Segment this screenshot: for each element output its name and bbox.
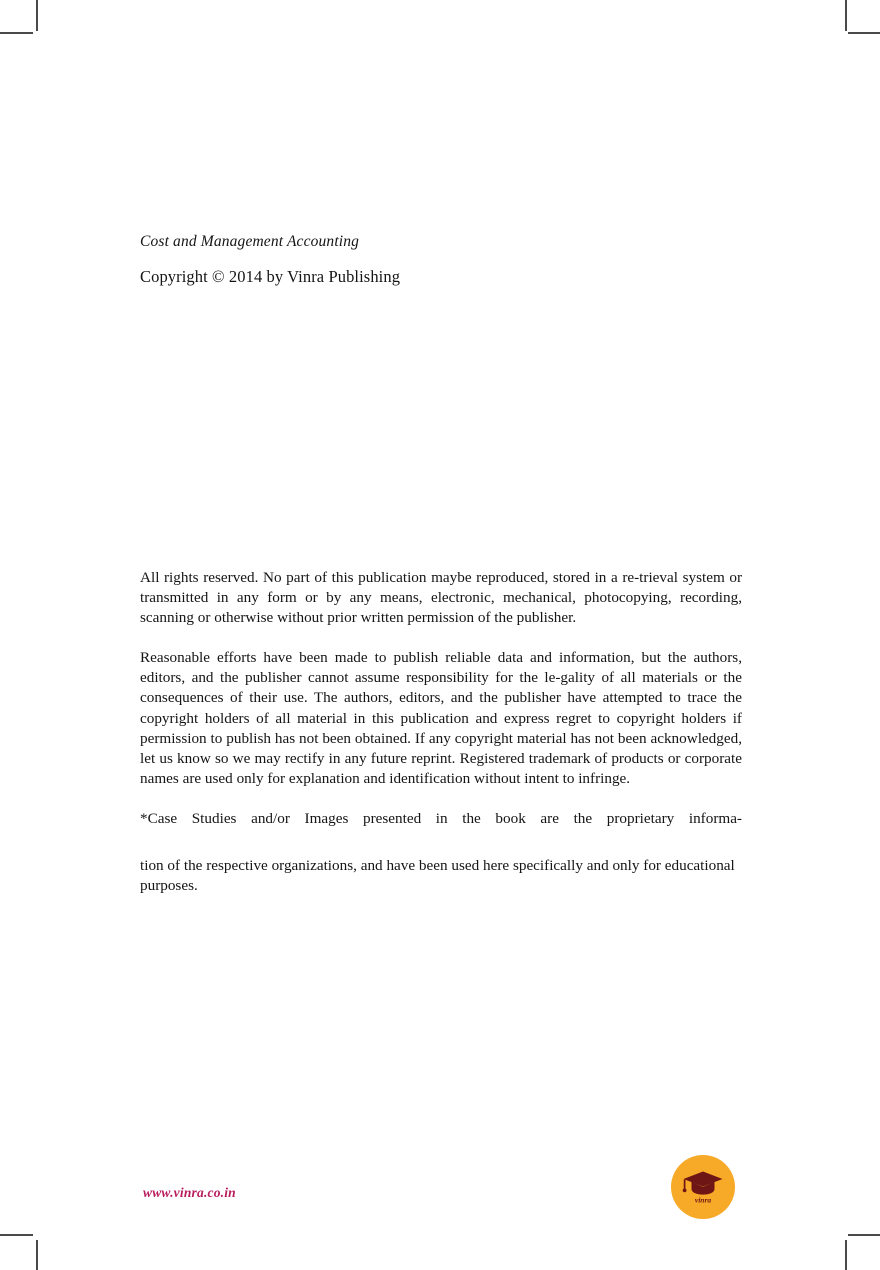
crop-mark-bottom-right-horizontal	[848, 1234, 880, 1236]
all-rights-reserved-paragraph: All rights reserved. No part of this publication maybe reproduced, stored in a re‐trieval system or transmitted in any form or by any means, electronic, mechanical, photocopying, recording, scanning or otherwise without prior written permission of the publisher.	[140, 569, 742, 627]
crop-mark-bottom-left-horizontal	[0, 1234, 33, 1236]
crop-mark-bottom-left-vertical	[36, 1240, 38, 1270]
crop-mark-top-right-horizontal	[848, 32, 880, 34]
legal-notices	[140, 568, 742, 896]
page-content	[140, 0, 740, 1270]
copyright-statement: Copyright © 2014 by Vinra Publishing	[140, 267, 401, 286]
book-title: Cost and Management Accounting	[140, 233, 360, 250]
crop-mark-top-left-vertical	[36, 0, 38, 31]
case-studies-note-remainder: tion of the respective organizations, and have been used here specifically and only for educational purposes.	[140, 857, 735, 895]
crop-mark-top-right-vertical	[845, 0, 847, 31]
case-studies-note	[140, 809, 742, 896]
publisher-logo	[671, 1155, 735, 1219]
publisher-website-url[interactable]: www.vinra.co.in	[143, 1185, 236, 1200]
case-studies-note-first-line: *Case Studies and/or Images presented in the book are the proprietary informa-	[140, 809, 742, 827]
logo-wordmark	[695, 1196, 712, 1205]
crop-mark-top-left-horizontal	[0, 32, 33, 34]
svg-text:vinra: vinra	[694, 1195, 712, 1205]
graduation-cap-icon	[683, 1172, 723, 1195]
disclaimer-paragraph: Reasonable efforts have been made to publish reliable data and information, but the authors, editors, and the publisher cannot assume responsibility for the le‐gality of all materials or the consequences of their use. The authors, editors, and the publisher have attempted to trace the copyright holders of all material in this publication and express regret to copyright holders if permission to publish has not been obtained. If any copyright material has not been acknowledged, let us know so we may rectify in any future reprint. Registered trademark of products or corporate names are used only for explanation and identification without intent to infringe.	[140, 649, 742, 787]
crop-mark-bottom-right-vertical	[845, 1240, 847, 1270]
